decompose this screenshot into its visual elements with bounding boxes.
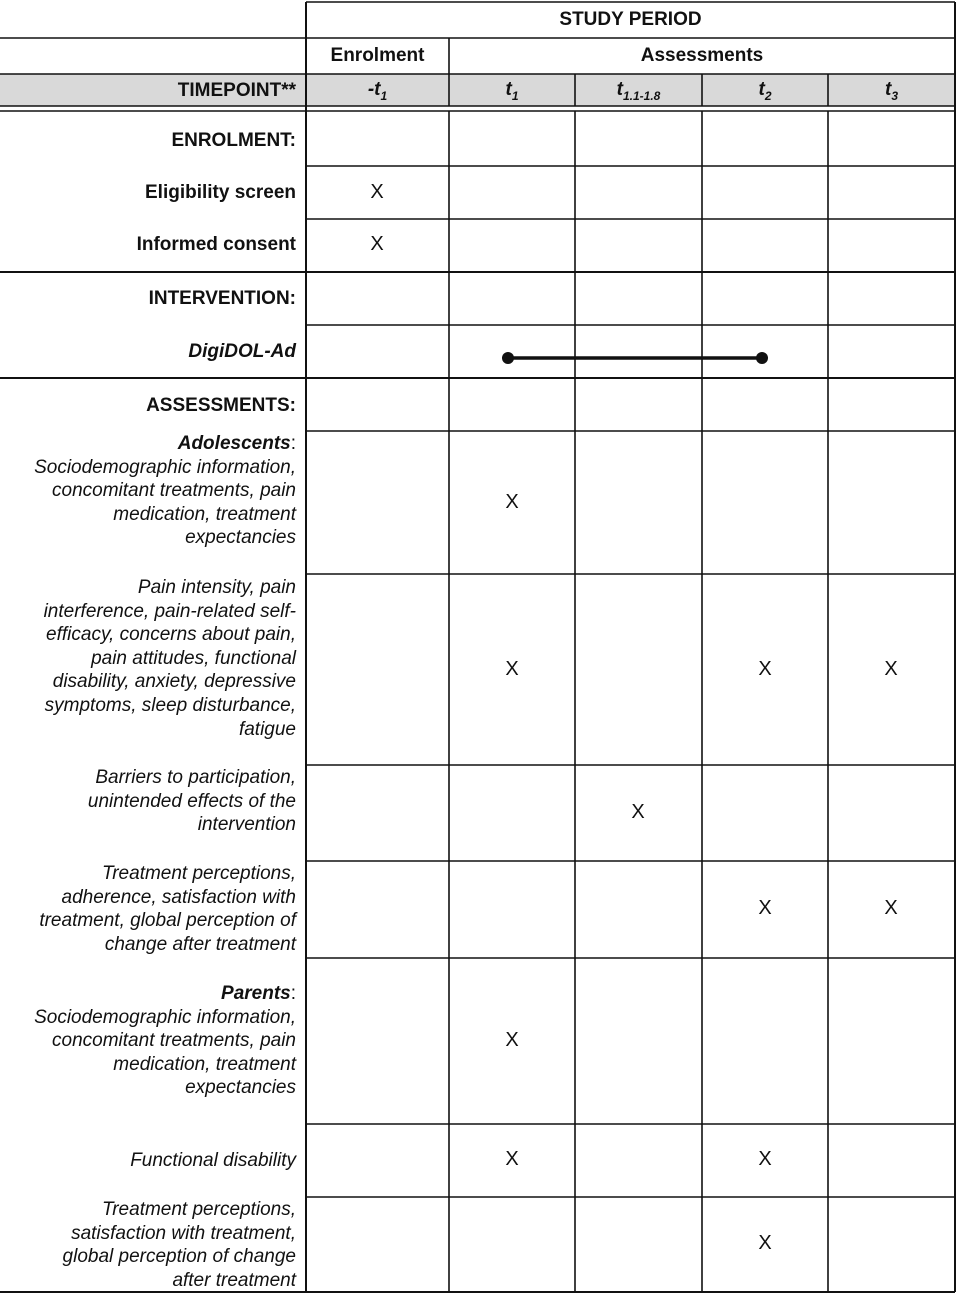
assessments-section-heading: ASSESSMENTS: [146, 395, 296, 416]
intervention-span-start-dot [502, 352, 514, 364]
x-mark-adol_pain-col4: X [884, 658, 898, 680]
parents-heading: Parents: [221, 983, 296, 1004]
x-mark-adol_pain-col3: X [758, 658, 772, 680]
adolescents-pain-outcomes-label: Pain intensity, pain interference, pain-related self- efficacy, concerns about pain, pain attitudes, functional disability, anxiety, depressive symptoms, sleep disturbance, fatigue [43, 577, 296, 740]
timepoint-t1-1-to-1-8: $t_{1.1-1.8}$ [616, 79, 661, 103]
x-mark-par_functional-col1: X [505, 1148, 519, 1170]
enrolment-column-heading: Enrolment [330, 45, 425, 66]
x-mark-adol_socio-col1: X [505, 491, 519, 513]
parents-sociodemographic-label: Parents: Sociodemographic information, concomitant treatments, pain medication, treatment expectancies [34, 983, 296, 1099]
timepoint-t2: $t_2$ [758, 79, 772, 103]
parents-functional-disability-label: Functional disability [130, 1150, 296, 1171]
digidol-ad-label: DigiDOL-Ad [188, 341, 296, 362]
timepoint-minus-t1: $-t_1$ [367, 79, 388, 103]
x-mark-adol_barriers-col2: X [631, 801, 645, 823]
x-mark-consent-col0: X [370, 233, 384, 255]
adolescents-barriers-label: Barriers to participation, unintended effects of the intervention [87, 767, 296, 836]
x-mark-eligibility-col0: X [370, 181, 384, 203]
x-mark-par_socio-col1: X [505, 1029, 519, 1051]
timepoint-t1: $t_1$ [505, 79, 519, 103]
study-period-heading: STUDY PERIOD [559, 9, 702, 30]
enrolment-section-heading: ENROLMENT: [171, 130, 296, 151]
x-mark-adol_treatment-col3: X [758, 897, 772, 919]
intervention-span-end-dot [756, 352, 768, 364]
x-mark-par_functional-col3: X [758, 1148, 772, 1170]
intervention-section-heading: INTERVENTION: [148, 288, 296, 309]
x-mark-adol_treatment-col4: X [884, 897, 898, 919]
x-mark-par_treatment-col3: X [758, 1232, 772, 1254]
parents-treatment-perceptions-label: Treatment perceptions, satisfaction with treatment, global perception of change after treatment [62, 1199, 296, 1291]
assessments-column-heading: Assessments [640, 45, 764, 66]
informed-consent-label: Informed consent [136, 234, 296, 255]
adolescents-treatment-perceptions-label: Treatment perceptions, adherence, satisfaction with treatment, global perception of change after treatment [39, 863, 296, 955]
x-mark-adol_pain-col1: X [505, 658, 519, 680]
adolescents-sociodemographic-label: Adolescents: Sociodemographic information, concomitant treatments, pain medication, treatment expectancies [34, 433, 296, 549]
timepoint-t3: $t_3$ [884, 79, 898, 103]
eligibility-screen-label: Eligibility screen [145, 182, 296, 203]
adolescents-heading: Adolescents: [177, 433, 296, 454]
timepoint-label: TIMEPOINT** [177, 80, 296, 101]
